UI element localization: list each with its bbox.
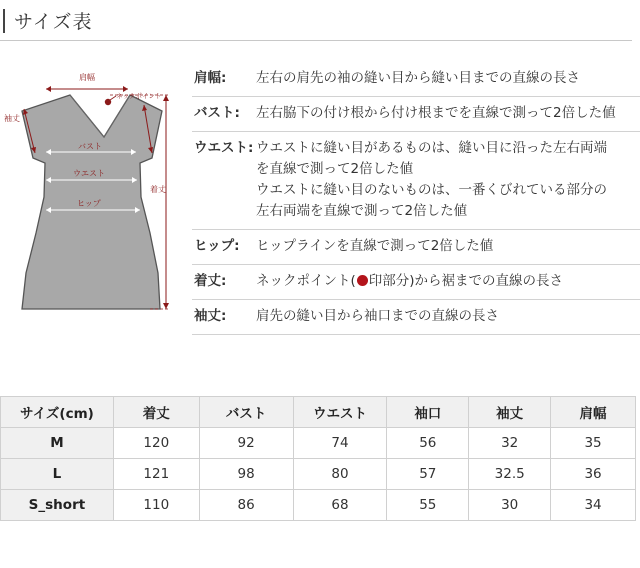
- table-cell: 110: [113, 490, 199, 521]
- definition-term: 袖丈:: [194, 308, 227, 324]
- definition-text: ウエストに縫い目があるものは、縫い目に沿った左右両端: [256, 140, 607, 156]
- label-neck-point: ネックポイント: [116, 92, 162, 100]
- definition-length: [192, 265, 640, 300]
- definition-hip: [192, 230, 640, 265]
- table-cell: 120: [113, 428, 199, 459]
- neck-point-dot-icon: [357, 275, 368, 286]
- table-header-row: [1, 397, 636, 428]
- column-header: ウエスト: [293, 397, 387, 428]
- definition-text: 印部分)から裾までの直線の長さ: [368, 273, 564, 289]
- definition-text: ネックポイント(: [256, 273, 356, 289]
- table-cell: 56: [387, 428, 469, 459]
- definition-text: 左右の肩先の袖の縫い目から縫い目までの直線の長さ: [256, 70, 580, 86]
- definition-text: 左右両端を直線で測って2倍した値: [256, 203, 468, 219]
- table-cell: 32.5: [469, 459, 551, 490]
- definition-term: ウエスト:: [194, 140, 254, 156]
- definition-text: ヒップラインを直線で測って2倍した値: [256, 238, 494, 254]
- label-shoulder-width: 肩幅: [79, 73, 95, 82]
- table-row: [1, 428, 636, 459]
- table-row: [1, 459, 636, 490]
- definition-bust: [192, 97, 640, 132]
- definition-text: ウエストに縫い目のないものは、一番くびれている部分の: [256, 182, 607, 198]
- definition-text: 左右脇下の付け根から付け根までを直線で測って2倍した値: [256, 105, 616, 121]
- definition-waist: [192, 132, 640, 230]
- label-length: 着丈: [150, 185, 166, 194]
- row-header: S_short: [1, 490, 114, 521]
- column-header: 着丈: [113, 397, 199, 428]
- label-waist: ウエスト: [73, 169, 105, 178]
- table-cell: 92: [199, 428, 293, 459]
- table-cell: 35: [551, 428, 636, 459]
- definition-sleeve-length: [192, 300, 640, 335]
- dress-diagram-svg: [0, 55, 190, 335]
- table-cell: 74: [293, 428, 387, 459]
- page-title: サイズ表: [14, 11, 93, 33]
- table-cell: 55: [387, 490, 469, 521]
- column-header: サイズ(cm): [1, 397, 114, 428]
- dress-measurement-diagram: [0, 55, 190, 335]
- table-cell: 34: [551, 490, 636, 521]
- definition-term: 着丈:: [194, 273, 227, 289]
- table-row: [1, 490, 636, 521]
- table-cell: 98: [199, 459, 293, 490]
- section-header: [0, 0, 632, 41]
- table-cell: 86: [199, 490, 293, 521]
- label-bust: バスト: [78, 142, 102, 151]
- label-sleeve-length: 袖丈: [4, 114, 20, 123]
- definition-text: 肩先の縫い目から袖口までの直線の長さ: [256, 308, 499, 324]
- measurement-definitions: [192, 62, 640, 335]
- size-table: [0, 396, 636, 521]
- column-header: 肩幅: [551, 397, 636, 428]
- label-hip: ヒップ: [77, 199, 101, 208]
- definition-shoulder-width: [192, 62, 640, 97]
- definition-term: 肩幅:: [194, 70, 227, 86]
- column-header: 袖丈: [469, 397, 551, 428]
- definition-term: バスト:: [194, 105, 240, 121]
- definition-text: を直線で測って2倍した値: [256, 161, 414, 177]
- table-cell: 80: [293, 459, 387, 490]
- row-header: M: [1, 428, 114, 459]
- table-cell: 32: [469, 428, 551, 459]
- table-cell: 68: [293, 490, 387, 521]
- table-cell: 121: [113, 459, 199, 490]
- column-header: 袖口: [387, 397, 469, 428]
- table-cell: 30: [469, 490, 551, 521]
- definition-term: ヒップ:: [194, 238, 240, 254]
- row-header: L: [1, 459, 114, 490]
- table-cell: 57: [387, 459, 469, 490]
- table-cell: 36: [551, 459, 636, 490]
- title-accent-bar: [3, 9, 5, 33]
- column-header: バスト: [199, 397, 293, 428]
